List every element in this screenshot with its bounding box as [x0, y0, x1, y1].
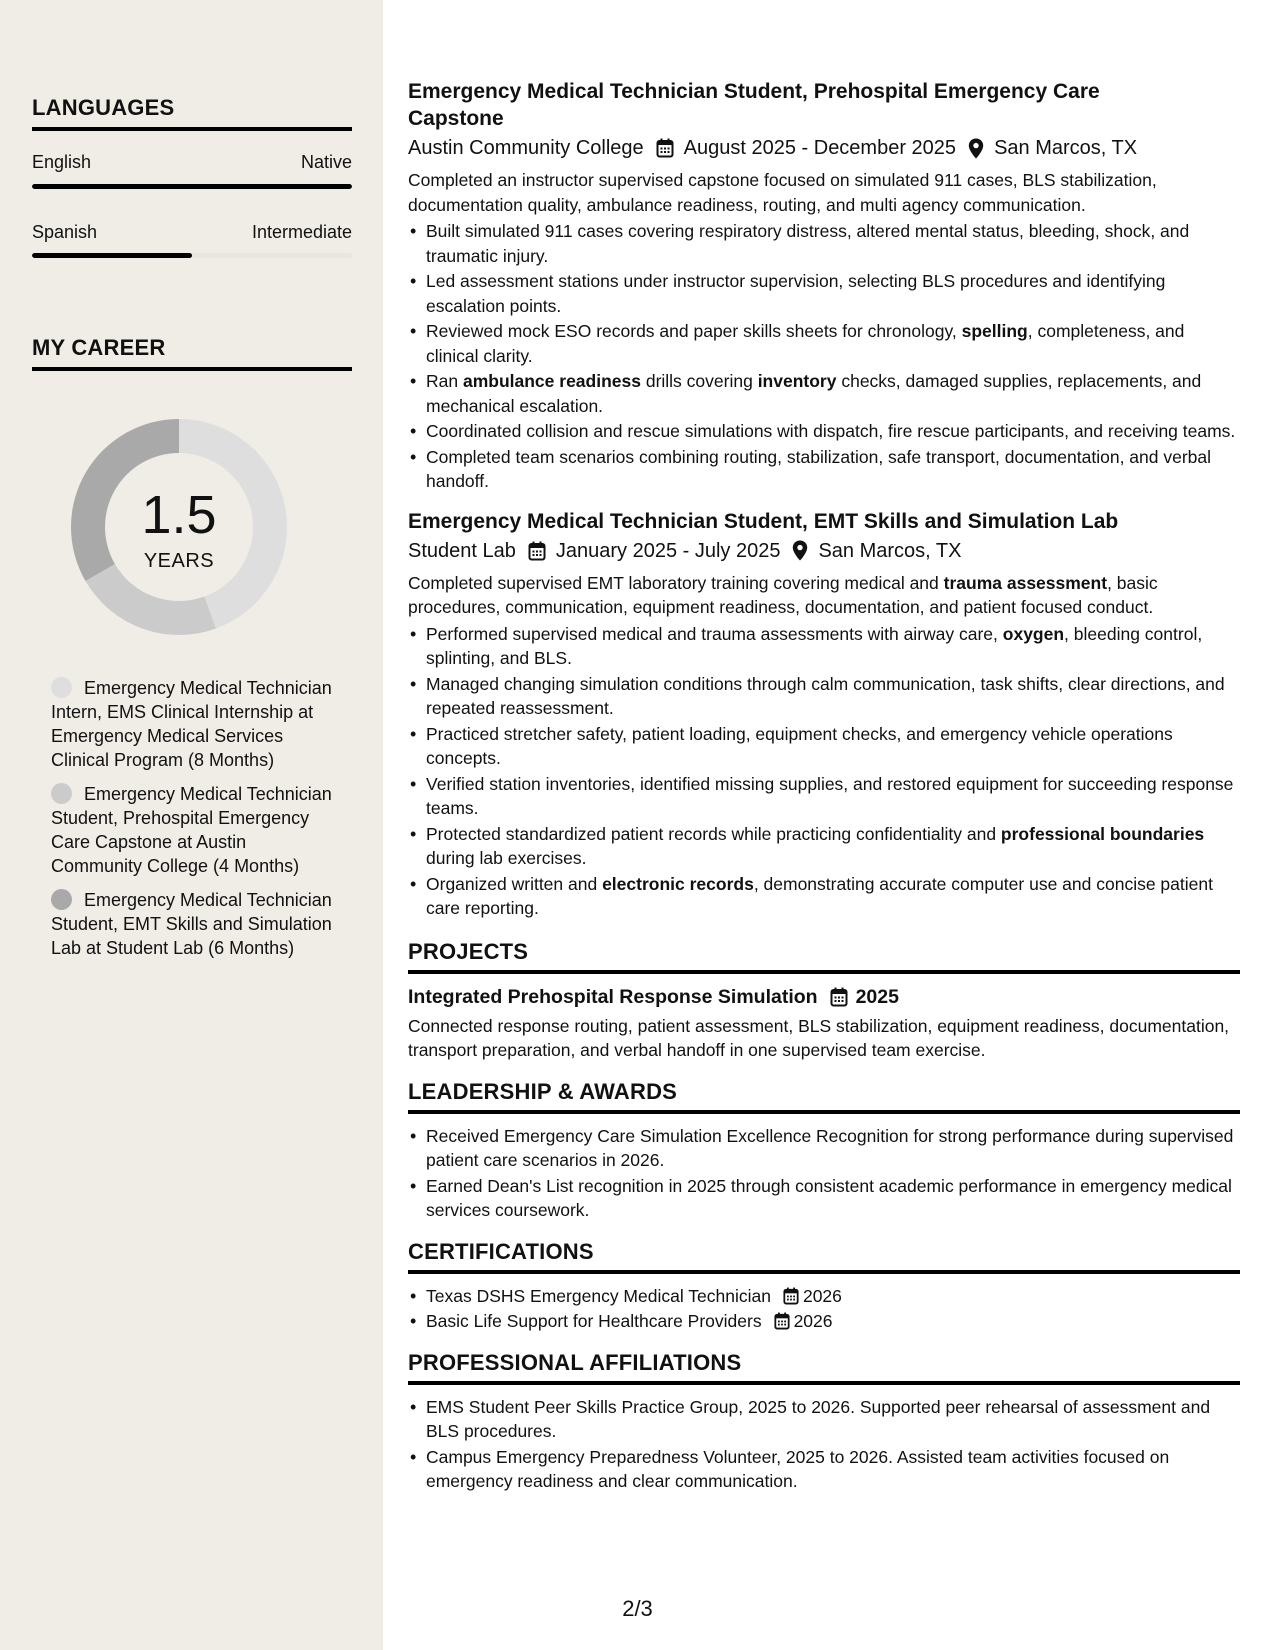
career-total-unit: YEARS — [143, 550, 215, 572]
job-location: San Marcos, TX — [818, 539, 962, 562]
job-bullet: • Built simulated 911 cases covering respiratory distress, altered mental status, bleeding, shock, and traumatic injury. — [408, 219, 1240, 268]
job-summary: Completed an instructor supervised capstone focused on simulated 911 cases, BLS stabilization, documentation quality, ambulance readiness, routing, and multi agency communication. — [408, 170, 1157, 215]
job-bullet: • Managed changing simulation conditions through calm communication, task shifts, clear directions, and repeated reassessment. — [408, 672, 1240, 721]
job-title: Emergency Medical Technician Student, EMT Skills and Simulation Lab — [408, 509, 1119, 533]
job-bullet: • Coordinated collision and rescue simulations with dispatch, fire rescue participants, and receiving teams. — [408, 419, 1240, 444]
certification-item — [408, 1309, 1240, 1334]
certification-name: • Basic Life Support for Healthcare Providers — [426, 1311, 762, 1331]
affiliations-section — [408, 1350, 1240, 1494]
career-donut-segment — [85, 564, 215, 635]
affiliations-list — [408, 1395, 1240, 1494]
projects-section — [408, 939, 1240, 1063]
experience-entry — [408, 508, 1240, 921]
calendar-icon — [830, 987, 848, 1007]
job-bullet: • Led assessment stations under instructor supervision, selecting BLS procedures and identifying escalation points. — [408, 269, 1240, 318]
job-meta — [408, 134, 1240, 162]
language-name: English — [32, 152, 92, 172]
language-row — [32, 152, 352, 173]
job-dates: January 2025 - July 2025 — [555, 539, 781, 562]
project-title: Integrated Prehospital Response Simulation — [408, 985, 818, 1008]
job-location: San Marcos, TX — [994, 137, 1138, 159]
career-legend — [51, 676, 341, 970]
certification-name: • Texas DSHS Emergency Medical Technician — [426, 1285, 771, 1306]
language-row — [32, 222, 352, 243]
language-proficiency-fill — [32, 253, 192, 258]
career-total-value: 1.5 — [141, 485, 217, 545]
job-bullet: • Completed team scenarios combining routing, stabilization, safe transport, documentation, and verbal handoff. — [408, 445, 1240, 494]
legend-dot-icon — [51, 783, 72, 804]
job-bullet: • Performed supervised medical and trauma assessments with airway care, oxygen, bleeding control, splinting, and BLS. — [408, 622, 1240, 671]
projects-heading: PROJECTS — [408, 939, 1240, 974]
certification-year: 2026 — [793, 1311, 833, 1331]
certifications-list — [408, 1284, 1240, 1334]
certification-year: 2026 — [802, 1285, 842, 1306]
calendar-icon — [656, 138, 674, 158]
career-legend-item — [51, 888, 341, 960]
affiliation-item: • EMS Student Peer Skills Practice Group, 2025 to 2026. Supported peer rehearsal of assessment and BLS procedures. — [408, 1395, 1240, 1444]
career-legend-item — [51, 676, 341, 772]
leadership-heading: LEADERSHIP & AWARDS — [408, 1079, 1240, 1114]
language-proficiency-bar — [32, 253, 352, 258]
certifications-heading: CERTIFICATIONS — [408, 1239, 1240, 1274]
job-organization: Austin Community College — [408, 137, 644, 159]
calendar-icon — [528, 541, 546, 561]
job-bullets — [408, 622, 1240, 921]
certification-item — [408, 1284, 1240, 1309]
job-dates: August 2025 - December 2025 — [683, 137, 957, 159]
main-content — [408, 78, 1240, 1495]
project-description: Connected response routing, patient assessment, BLS stabilization, equipment readiness, documentation, transport preparation, and verbal handoff in one supervised team exercise. — [408, 1015, 1230, 1060]
job-bullets — [408, 219, 1240, 494]
job-bullet: • Practiced stretcher safety, patient loading, equipment checks, and emergency vehicle operations concepts. — [408, 722, 1240, 771]
career-legend-text: Emergency Medical Technician Student, EMT Skills and Simulation Lab at Student Lab (6 Months) — [51, 890, 332, 958]
sidebar — [0, 0, 383, 1650]
location-pin-icon — [968, 138, 984, 159]
leadership-item: • Received Emergency Care Simulation Excellence Recognition for strong performance during supervised patient care scenarios in 2026. — [408, 1124, 1240, 1173]
calendar-icon — [774, 1312, 790, 1330]
career-legend-text: Emergency Medical Technician Intern, EMS Clinical Internship at Emergency Medical Services Clinical Program (8 Months) — [51, 678, 332, 770]
job-bullet: • Ran ambulance readiness drills covering inventory checks, damaged supplies, replacements, and mechanical escalation. — [408, 369, 1240, 418]
page-number: 2/3 — [622, 1596, 653, 1621]
location-pin-icon — [792, 540, 808, 561]
certifications-section — [408, 1239, 1240, 1334]
affiliation-item: • Campus Emergency Preparedness Volunteer, 2025 to 2026. Assisted team activities focused on emergency readiness and clear communication. — [408, 1445, 1240, 1494]
job-title: Emergency Medical Technician Student, Prehospital Emergency Care Capstone — [408, 80, 1100, 130]
job-bullet: • Protected standardized patient records while practicing confidentiality and professional boundaries during lab exercises. — [408, 822, 1240, 871]
project-title-row — [408, 984, 1240, 1010]
job-bullet: • Reviewed mock ESO records and paper skills sheets for chronology, spelling, completeness, and clinical clarity. — [408, 319, 1240, 368]
language-level: Intermediate — [251, 222, 352, 242]
leadership-list — [408, 1124, 1240, 1223]
leadership-section — [408, 1079, 1240, 1223]
language-level: Native — [300, 152, 352, 172]
affiliations-heading: PROFESSIONAL AFFILIATIONS — [408, 1350, 1240, 1385]
career-heading: MY CAREER — [32, 335, 352, 371]
languages-heading: LANGUAGES — [32, 95, 352, 131]
job-bullet: • Verified station inventories, identified missing supplies, and restored equipment for succeeding response teams. — [408, 772, 1240, 821]
legend-dot-icon — [51, 889, 72, 910]
language-proficiency-bar — [32, 184, 352, 189]
job-meta — [408, 537, 1240, 565]
career-legend-item — [51, 782, 341, 878]
language-name: Spanish — [32, 222, 98, 242]
legend-dot-icon — [51, 677, 72, 698]
job-bullet: • Organized written and electronic records, demonstrating accurate computer use and concise patient care reporting. — [408, 872, 1240, 921]
calendar-icon — [783, 1287, 799, 1305]
leadership-item: • Earned Dean's List recognition in 2025 through consistent academic performance in emergency medical services coursework. — [408, 1174, 1240, 1223]
job-organization: Student Lab — [408, 539, 516, 562]
language-proficiency-fill — [32, 184, 352, 189]
project-year: 2025 — [855, 985, 899, 1008]
job-summary: Completed supervised EMT laboratory training covering medical and trauma assessment, basic procedures, communication, equipment readiness, documentation, and patient focused conduct. — [408, 572, 1158, 617]
career-legend-text: Emergency Medical Technician Student, Prehospital Emergency Care Capstone at Austin Community College (4 Months) — [51, 784, 332, 876]
experience-entry — [408, 78, 1240, 494]
